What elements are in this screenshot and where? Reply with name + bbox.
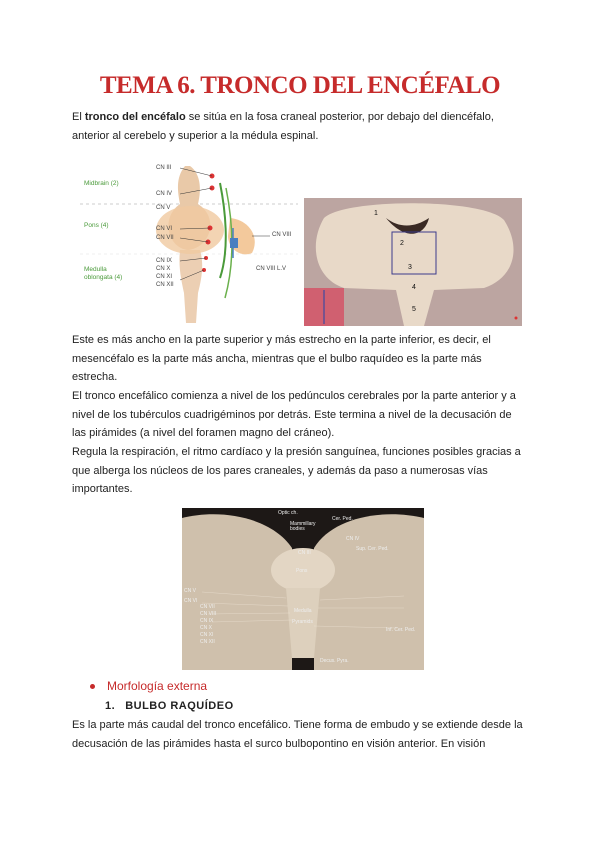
- cn10-label: CN X: [156, 266, 171, 272]
- inf-cer-ped-label: Inf. Cer. Ped.: [386, 627, 416, 633]
- cn6-label: CN VI: [156, 226, 173, 232]
- cn4-photo-label: CN IV: [346, 536, 360, 542]
- cn9-photo-label: CN IX: [200, 618, 214, 624]
- section-heading: [105, 700, 234, 712]
- decus-pyra-label: Decus. Pyra.: [320, 658, 349, 664]
- section-number-2: 2: [400, 240, 404, 247]
- cn10-photo-label: CN X: [200, 625, 212, 631]
- intro-paragraph: El tronco del encéfalo se sitúa en la fosa craneal posterior, por debajo del diencéfalo, anterior al cerebelo y superior a la médula espinal.: [72, 111, 494, 142]
- section-number: 1.: [105, 700, 116, 712]
- cn3-label: CN III: [156, 165, 172, 171]
- cn8-lv-label: CN VIII L.V: [256, 266, 287, 272]
- cn7-photo-label: CN VII: [200, 604, 215, 610]
- region-midbrain-label: Midbrain (2): [84, 180, 119, 187]
- ventral-brainstem-drawing: [182, 508, 424, 670]
- paragraph-limits: El tronco encefálico comienza a nivel de los pedúnculos cerebrales por la parte anterior y a nivel de los tubérculos cuadrigéminos por detrás. Este termina a nivel de la decusación de las pirámides (a nivel del foramen magno del cráneo).: [72, 390, 516, 440]
- paragraph-shape: Este es más ancho en la parte superior y más estrecho en la parte inferior, es decir, el mesencéfalo es la parte más ancha, mientras que el bulbo raquídeo es la parte más estrecha.: [72, 334, 491, 384]
- cn11-photo-label: CN XI: [200, 632, 214, 638]
- section-number-3: 3: [408, 264, 412, 271]
- section-title: BULBO RAQUÍDEO: [125, 700, 234, 712]
- mammillary-bodies-label: Mammillary bodies: [290, 521, 316, 532]
- cn7-label: CN VII: [156, 235, 174, 241]
- paragraph-bulbo: Es la parte más caudal del tronco encefálico. Tiene forma de embudo y se extiende desde la decusación de las pirámides hasta el surco bulbopontino en visión anterior. En visión: [72, 719, 523, 750]
- bullet-morfologia: [90, 679, 207, 693]
- bullet-dot-icon: [90, 684, 95, 689]
- intro-bold-term: tronco del encéfalo: [84, 111, 186, 123]
- section-number-4: 4: [412, 284, 416, 291]
- cn5-photo-label: CN V: [184, 588, 196, 594]
- cn4-label: CN IV: [156, 191, 173, 197]
- paragraph-functions: Regula la respiración, el ritmo cardíaco y la presión sanguínea, funciones posibles gracias a que alberga los núcleos de los pares craneales, y además da paso a numerosas vías importantes.: [72, 446, 521, 496]
- region-medulla-label: Medulla oblongata (4): [84, 266, 123, 281]
- sup-cer-ped-label: Sup. Cer. Ped.: [356, 546, 389, 552]
- ventral-brainstem-photo: [182, 508, 424, 670]
- cn9-label: CN IX: [156, 258, 173, 264]
- bullet-label: Morfología externa: [107, 679, 208, 693]
- pyramids-label: Pyramids: [292, 619, 313, 625]
- cn12-label: CN XII: [156, 282, 174, 288]
- section-number-5: 5: [412, 306, 416, 313]
- cerebral-peduncle-label: Cer. Ped.: [332, 516, 353, 522]
- optic-chiasm-label: Optic ch.: [278, 510, 298, 516]
- brainstem-nerve-diagram: [80, 158, 298, 328]
- section-number-1: 1: [374, 210, 378, 217]
- cn6-photo-label: CN VI: [184, 598, 198, 604]
- cn12-photo-label: CN XII: [200, 639, 215, 645]
- pons-label: Pons: [296, 568, 308, 574]
- coronal-section-photo: [304, 198, 522, 326]
- cn8-label: CN VIII: [272, 232, 292, 238]
- medulla-label: Medulla: [294, 608, 312, 614]
- cn8-photo-label: CN VIII: [200, 611, 217, 617]
- cn11-label: CN XI: [156, 274, 173, 280]
- cn3-photo-label: CN III: [298, 550, 311, 556]
- page-title: TEMA 6. TRONCO DEL ENCÉFALO: [99, 72, 501, 99]
- cn5-label: CN V: [156, 205, 171, 211]
- region-pons-label: Pons (4): [84, 222, 109, 229]
